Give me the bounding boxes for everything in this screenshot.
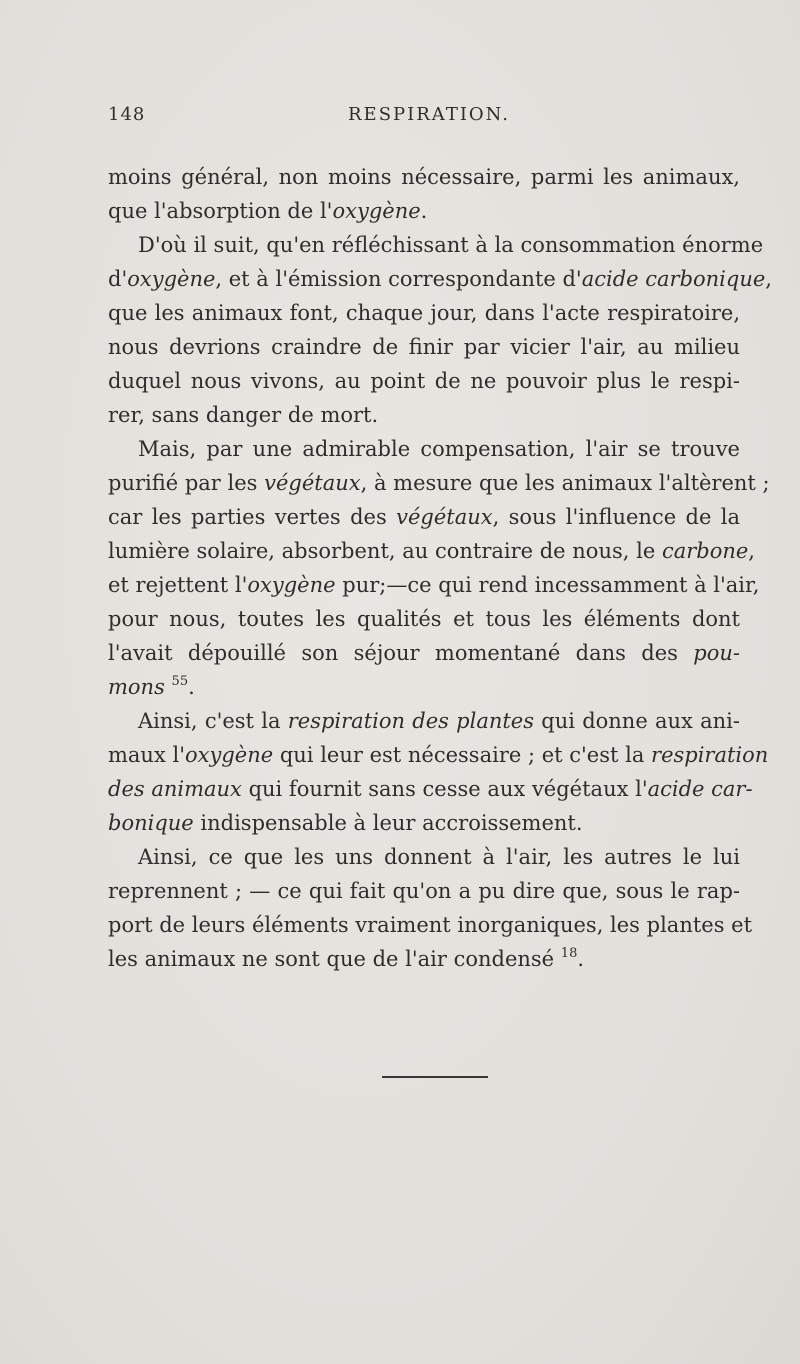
text-line: duquel nous vivons, au point de ne pouvoir plus le respi- <box>108 369 740 393</box>
section-rule <box>382 1076 488 1078</box>
text-line: nous devrions craindre de finir par vicier l'air, au milieu <box>108 335 740 359</box>
text-line: d'oxygène, et à l'émission correspondante d'acide carbonique, <box>108 267 772 291</box>
text-line: port de leurs éléments vraiment inorganiques, les plantes et <box>108 913 753 937</box>
text-line: purifié par les végétaux, à mesure que les animaux l'altèrent ; <box>108 471 770 495</box>
text-line: que l'absorption de l'oxygène. <box>108 199 428 223</box>
footnote-ref: 55 <box>171 674 189 689</box>
text-line: maux l'oxygène qui leur est nécessaire ; et c'est la respiration <box>108 743 769 767</box>
text-line: des animaux qui fournit sans cesse aux végétaux l'acide car- <box>108 777 753 801</box>
text-line: Mais, par une admirable compensation, l'air se trouve <box>138 437 740 461</box>
text-line: reprennent ; — ce qui fait qu'on a pu dire que, sous le rap- <box>108 879 740 903</box>
page-header <box>108 104 748 130</box>
text-line: D'où il suit, qu'en réfléchissant à la consommation énorme <box>138 233 764 257</box>
text-line: mons $^{55}$. <box>108 674 195 699</box>
text-line: bonique indispensable à leur accroissement. <box>108 811 583 835</box>
text-line: Ainsi, ce que les uns donnent à l'air, les autres le lui <box>138 845 740 869</box>
text-line: car les parties vertes des végétaux, sous l'influence de la <box>108 505 740 529</box>
text-line: lumière solaire, absorbent, au contraire de nous, le carbone, <box>108 539 755 563</box>
running-title: RESPIRATION. <box>348 104 511 125</box>
text-line: rer, sans danger de mort. <box>108 403 379 427</box>
text-line: moins général, non moins nécessaire, parmi les animaux, <box>108 165 740 189</box>
footnote-ref: 18 <box>560 946 578 961</box>
text-line: Ainsi, c'est la respiration des plantes qui donne aux ani- <box>138 709 740 733</box>
page-body <box>108 160 772 976</box>
text-line: pour nous, toutes les qualités et tous les éléments dont <box>108 607 740 631</box>
text-line: que les animaux font, chaque jour, dans l'acte respiratoire, <box>108 301 740 325</box>
text-line: l'avait dépouillé son séjour momentané dans des pou- <box>108 641 740 665</box>
text-line: les animaux ne sont que de l'air condensé $^{18}$. <box>108 946 585 971</box>
text-line: et rejettent l'oxygène pur;—ce qui rend incessamment à l'air, <box>108 573 760 597</box>
page-number: 148 <box>108 104 146 125</box>
